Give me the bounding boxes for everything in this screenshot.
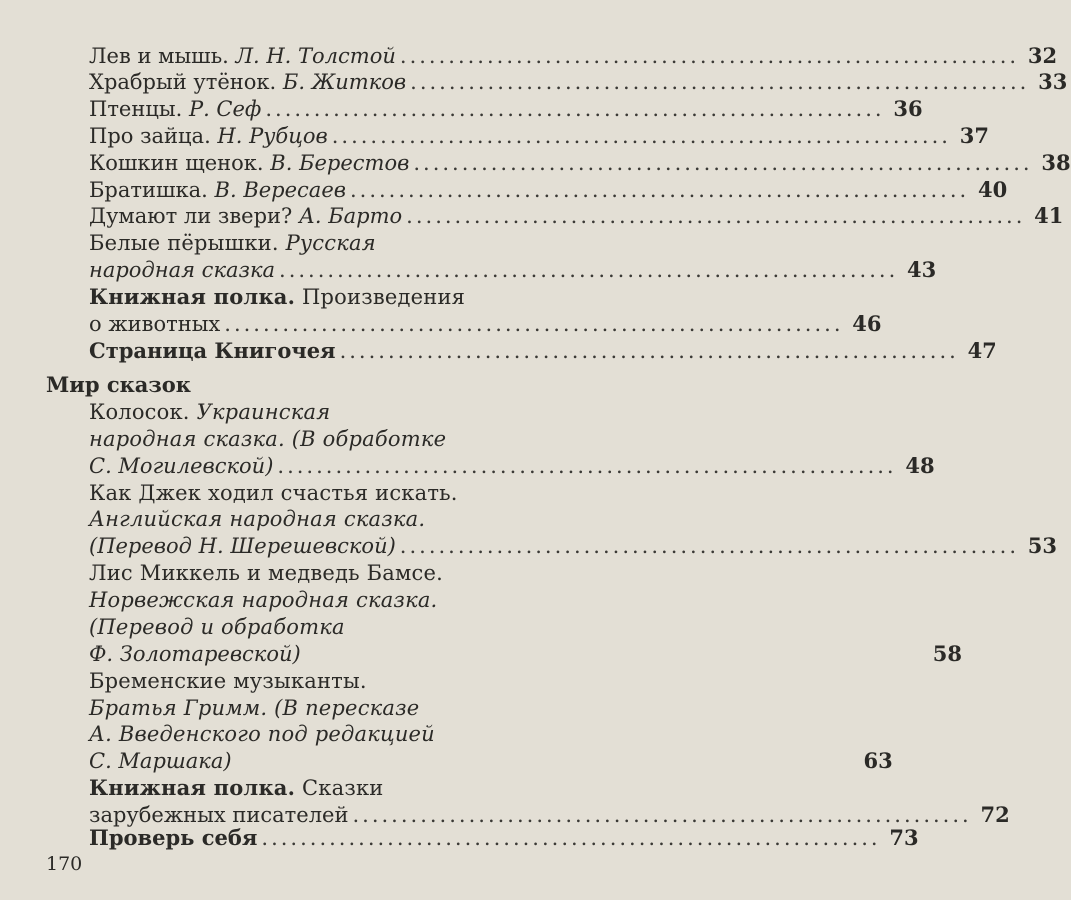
toc-page-number: 43: [907, 257, 937, 282]
section-title: Мир сказок: [46, 372, 191, 397]
toc-entry-title: Книжная полка. Сказки: [89, 775, 384, 800]
toc-entry-subtitle: А. Введенского под редакцией: [89, 722, 435, 746]
toc-page-number: 53: [1027, 533, 1058, 558]
toc-entry: Про зайца. Н. Рубцов ................................................................ 37: [89, 123, 989, 148]
toc-page-number: 63: [863, 748, 893, 773]
toc-entry: Лев и мышь. Л. Н. Толстой ................................................................ 32: [89, 43, 1058, 68]
toc-entry: Проверь себя ................................................................ 73: [89, 825, 919, 850]
toc-page-number: 37: [959, 123, 989, 148]
toc-page-number: 58: [932, 641, 962, 666]
toc-entry: Страница Книгочея ................................................................ 47: [89, 338, 997, 363]
toc-entry: о животных ................................................................ 46: [89, 311, 882, 336]
toc-page-number: 40: [977, 177, 1008, 202]
toc-page-number: 73: [889, 825, 919, 850]
toc-entry: Ф. Золотаревской) 58: [89, 641, 962, 666]
toc-page-number: 47: [967, 338, 997, 363]
toc-entry-subtitle: (Перевод и обработка: [89, 615, 345, 639]
toc-page-number: 41: [1034, 203, 1064, 228]
toc-entry-subtitle: народная сказка. (В обработке: [89, 427, 447, 451]
toc-entry-title: Колосок. Украинская: [89, 400, 331, 424]
toc-page-number: 32: [1027, 43, 1058, 68]
toc-entry-title: Белые пёрышки. Русская: [89, 231, 376, 255]
toc-page-number: 72: [980, 802, 1010, 827]
toc-entry-subtitle: Братья Гримм. (В пересказе: [89, 696, 420, 720]
toc-entry: Храбрый утёнок. Б. Житков ................................................................ 33: [89, 69, 1068, 94]
toc-entry: С. Маршака) 63: [89, 748, 893, 773]
toc-entry: Птенцы. Р. Сеф ................................................................ 36: [89, 96, 923, 121]
toc-entry-title: Лис Миккель и медведь Бамсе.: [89, 561, 443, 585]
toc-page-number: 36: [893, 96, 923, 121]
toc-entry-title: Бременские музыканты.: [89, 669, 367, 693]
toc-page-number: 46: [852, 311, 882, 336]
toc-entry: Братишка. В. Вересаев ................................................................ 40: [89, 177, 1008, 202]
toc-entry: С. Могилевской) ................................................................ 48: [89, 453, 935, 478]
toc-page-number: 38: [1041, 150, 1071, 175]
toc-entry-subtitle: Английская народная сказка.: [89, 507, 426, 531]
toc-page-number: 48: [905, 453, 935, 478]
toc-page-number: 33: [1038, 69, 1068, 94]
toc-entry: Думают ли звери? А. Барто ................................................................ 41: [89, 203, 1064, 228]
toc-entry: Кошкин щенок. В. Берестов ................................................................ 38: [89, 150, 1071, 175]
toc-entry-title: Как Джек ходил счастья искать.: [89, 481, 458, 505]
toc-entry-title: Книжная полка. Произведения: [89, 284, 466, 309]
toc-entry: зарубежных писателей ................................................................ 72: [89, 802, 1010, 827]
toc-entry-subtitle: Норвежская народная сказка.: [89, 588, 438, 612]
toc-entry: (Перевод Н. Шерешевской) ................................................................ 53: [89, 533, 1058, 558]
page-number: 170: [46, 853, 83, 875]
toc-entry: народная сказка ................................................................ 43: [89, 257, 937, 282]
